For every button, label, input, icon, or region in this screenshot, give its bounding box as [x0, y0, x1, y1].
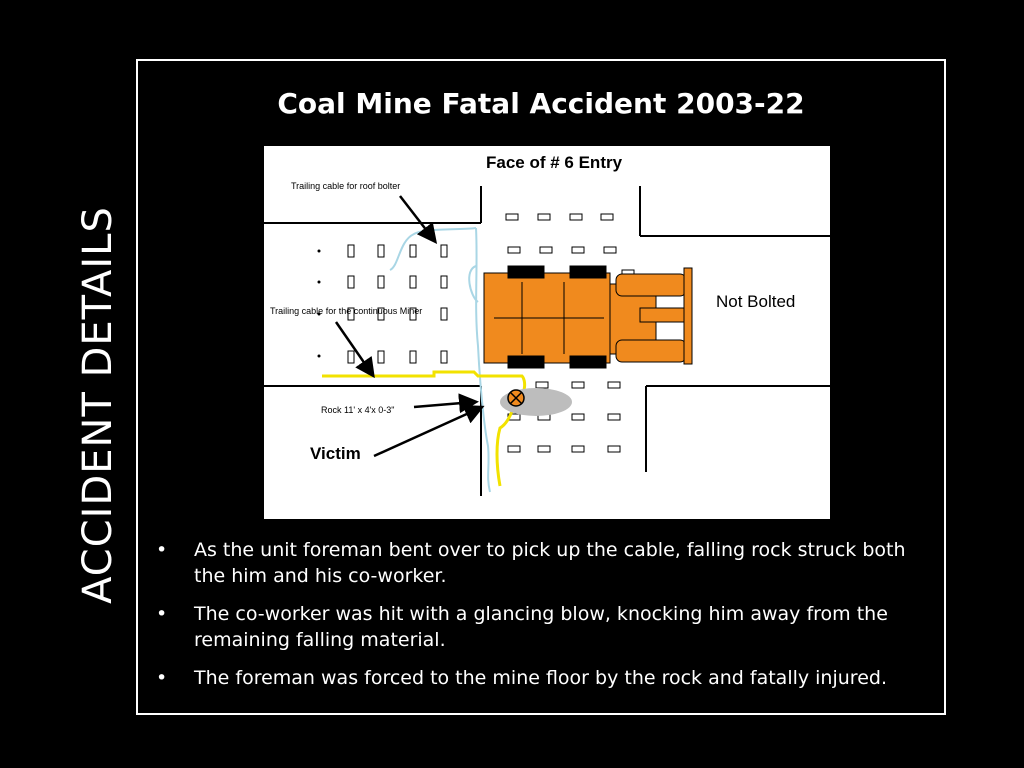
rock-label: Rock 11' x 4'x 0-3" — [321, 405, 395, 415]
continuous-miner — [484, 266, 692, 368]
roof-bolter-cable — [390, 228, 490, 492]
continuous-miner-cable — [322, 372, 525, 486]
miner-cable-label: Trailing cable for the continuous Miner — [270, 306, 423, 316]
bullet-dot: • — [156, 667, 168, 689]
accident-diagram — [264, 146, 830, 519]
diagram-heading: Face of # 6 Entry — [486, 153, 623, 172]
bullet-list — [156, 537, 936, 703]
list-item: • The foreman was forced to the mine floor by the rock and fatally injured. — [156, 667, 887, 689]
slide-frame — [136, 59, 946, 715]
slide-title: Coal Mine Fatal Accident 2003-22 — [277, 87, 805, 120]
roof-bolter-cable-label: Trailing cable for roof bolter — [291, 181, 401, 191]
bullet-dot: • — [156, 603, 168, 625]
victim-marker — [508, 390, 524, 406]
pointer-arrows — [336, 196, 480, 456]
bullet-dot: • — [156, 539, 168, 561]
victim-label: Victim — [310, 444, 361, 463]
side-title: ACCIDENT DETAILS — [75, 206, 121, 604]
not-bolted-label: Not Bolted — [716, 292, 796, 311]
survey-dots — [318, 250, 321, 358]
list-item: • The co-worker was hit with a glancing blow, knocking him away from the remaining falling material. — [156, 603, 888, 651]
list-item: • As the unit foreman bent over to pick up the cable, falling rock struck both the him and his co-worker. — [156, 539, 906, 587]
